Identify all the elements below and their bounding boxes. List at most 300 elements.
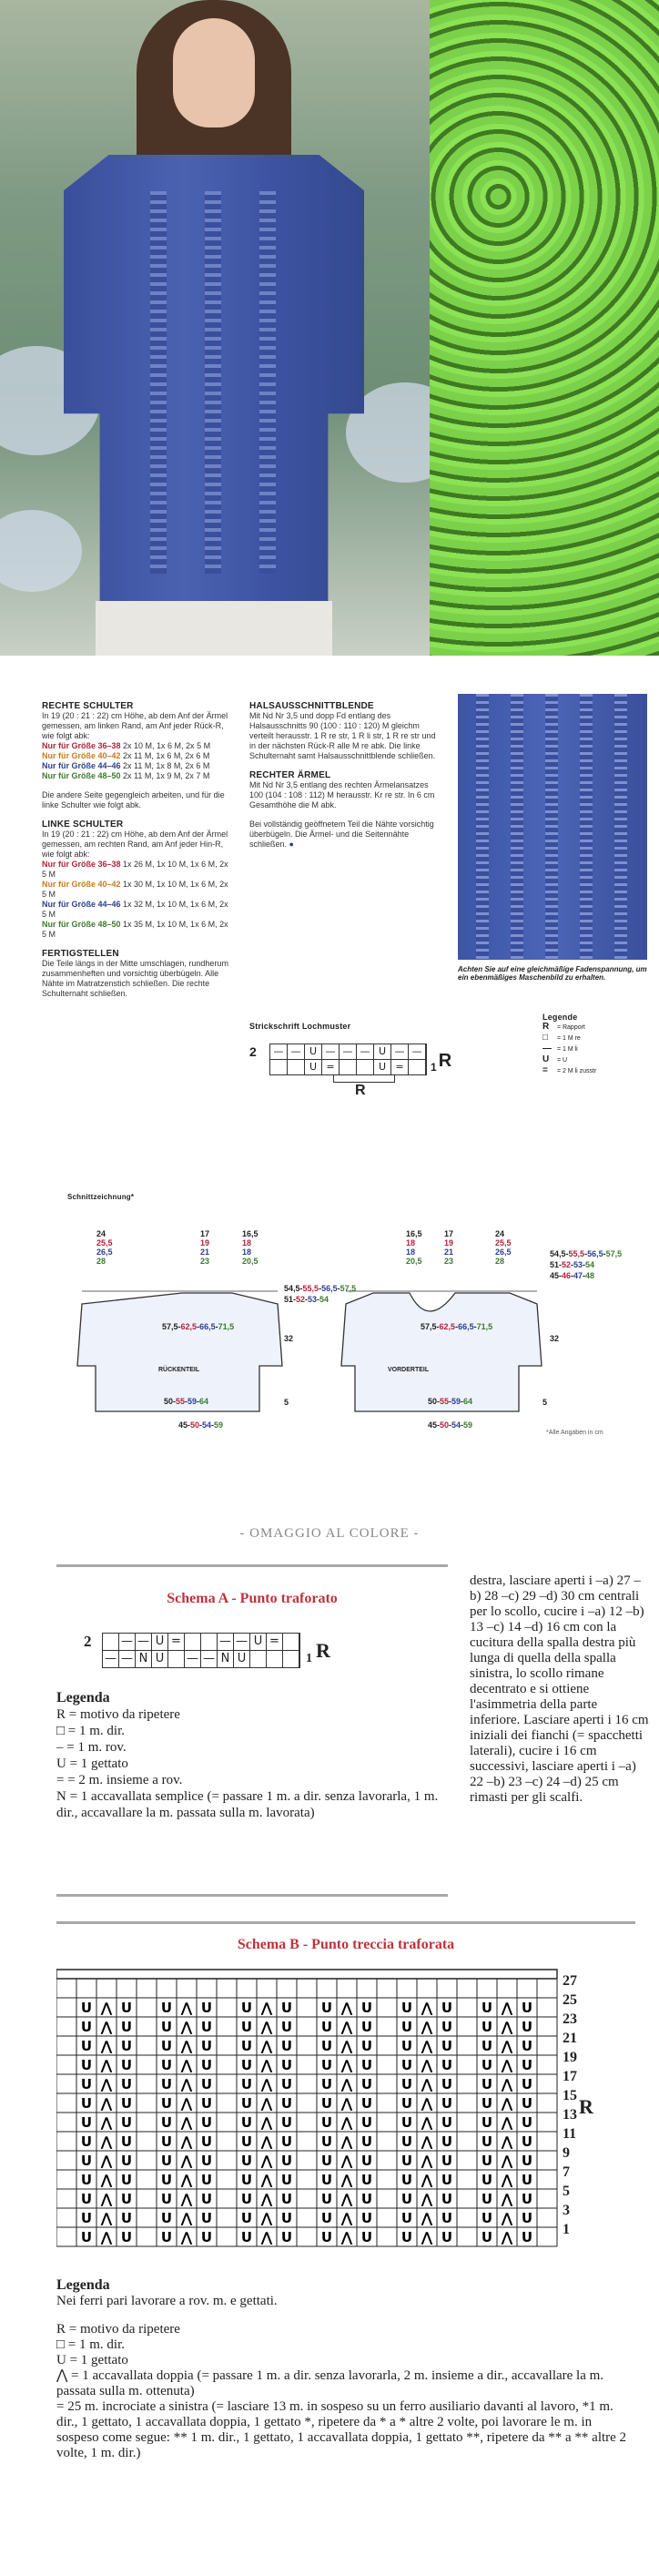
front-right-dim: 54,5-55,5-56,5-57,5 xyxy=(550,1249,623,1258)
chart-title: Strickschrift Lochmuster xyxy=(249,1022,351,1031)
chart-cell: ⋀ xyxy=(260,2191,273,2207)
legende-item xyxy=(542,1022,643,1033)
sizes-rechte-schulter xyxy=(42,741,233,781)
dim-value: 53 xyxy=(308,1295,318,1304)
chart-cell: U xyxy=(80,2229,93,2245)
schema-a-row-2 xyxy=(102,1633,300,1651)
chart-cell: U xyxy=(240,2057,253,2073)
cable-cross-symbol xyxy=(56,1970,557,1979)
chart-cell: U xyxy=(120,2153,133,2169)
chart-cell: U xyxy=(521,2057,533,2073)
chart-cell: U xyxy=(521,2229,533,2245)
chart-cell: ⋀ xyxy=(100,2172,113,2188)
size-label: Nur für Größe 48–50 xyxy=(42,920,121,929)
row-label-1: 1 xyxy=(431,1061,437,1074)
dim-value: 59 xyxy=(463,1420,473,1430)
chart-cell: ⋀ xyxy=(340,2133,353,2150)
chart-cell: U xyxy=(441,2057,453,2073)
chart-cell: U xyxy=(360,2019,373,2035)
schema-b-title: Schema B - Punto treccia traforata xyxy=(237,1937,455,1952)
front-right-dim-3: 45-46-47-48 xyxy=(550,1271,595,1280)
size-line xyxy=(42,900,233,920)
chart-cell: U xyxy=(374,1044,391,1059)
chart-cell: U xyxy=(481,2000,493,2016)
chart-cell: U xyxy=(160,2114,173,2131)
chart-cell: U xyxy=(240,2076,253,2092)
dim-value: 54 xyxy=(319,1295,330,1304)
front-col-1 xyxy=(406,1229,422,1266)
chart-cell: U xyxy=(200,2000,213,2016)
chart-cell: N xyxy=(136,1651,152,1667)
chart-cell: — xyxy=(234,1634,250,1650)
dim-value: 17 xyxy=(200,1229,210,1238)
chart-cell: — xyxy=(119,1651,136,1667)
chart-cell: U xyxy=(200,2114,213,2131)
chart-cell: ⋀ xyxy=(421,2133,433,2150)
row-label: 11 xyxy=(563,2126,577,2142)
dim-value: 28 xyxy=(495,1257,505,1266)
chart-cell: U xyxy=(280,2019,293,2035)
size-label: Nur für Größe 40–42 xyxy=(42,751,121,760)
chart-cell: U xyxy=(481,2076,493,2092)
heading-halsausschnitt: HALSAUSSCHNITTBLENDE xyxy=(249,701,374,711)
chart-cell: U xyxy=(120,2172,133,2188)
chart-cell: — xyxy=(185,1651,201,1667)
text-fertigstellen: Die Teile längs in der Mitte umschlagen, rundherum zusammenheften und vorsichtig überbügeln. Alle Nähte im Matratzenstich schließen. Die rechte Schulternaht schließen. xyxy=(42,959,228,998)
chart-cell: U xyxy=(320,2057,333,2073)
legend-item: ⋀ = 1 accavallata doppia (= passare 1 m. a dir. senza lavorarla, 2 m. insieme a dir., accavallare la m. passata sulla m. ottenuta) xyxy=(56,2368,604,2398)
chart-cell: U xyxy=(481,2019,493,2035)
legende-text: = Rapport xyxy=(555,1024,585,1031)
chart-cell: U xyxy=(441,2076,453,2092)
legend-item: – = 1 m. rov. xyxy=(56,1740,127,1755)
chart-cell: U xyxy=(234,1651,250,1667)
sizes-linke-schulter xyxy=(42,860,233,940)
size-text: 1x 32 M, 1x 10 M, 1x 6 M, 2x 5 M xyxy=(42,900,228,919)
dim-value: 23 xyxy=(444,1257,454,1266)
chart-cell: — xyxy=(218,1634,234,1650)
legend-item: U = 1 gettato xyxy=(56,1756,128,1771)
size-line xyxy=(42,880,233,900)
chart-cell: U xyxy=(120,2057,133,2073)
size-label: Nur für Größe 44–46 xyxy=(42,761,121,770)
chart-cell: U xyxy=(400,2076,413,2092)
row-label: 13 xyxy=(563,2107,577,2123)
strickschrift-chart xyxy=(249,1044,451,1099)
yarn-detail-photo xyxy=(430,0,659,656)
front-width-outer: 45-50-54-59 xyxy=(428,1420,473,1430)
legende-title: Legende xyxy=(542,1013,578,1022)
chart-cell: ⋀ xyxy=(421,2172,433,2188)
heading-rechter-aermel: RECHTER ÄRMEL xyxy=(249,770,331,780)
back-col-2 xyxy=(200,1229,209,1266)
chart-cell: U xyxy=(374,1060,391,1074)
chart-cell: U xyxy=(160,2229,173,2245)
size-line xyxy=(42,761,233,771)
chart-cell: U xyxy=(240,2210,253,2226)
chart-cell: U xyxy=(152,1634,168,1650)
dim-value: 48 xyxy=(585,1271,595,1280)
chart-cell: U xyxy=(280,2172,293,2188)
chart-cell: U xyxy=(521,2019,533,2035)
chart-cell: U xyxy=(240,2095,253,2112)
chart-cell: U xyxy=(320,2095,333,2112)
chart-cell xyxy=(409,1060,426,1074)
row-label: 25 xyxy=(563,1992,577,2008)
chart-cell: U xyxy=(481,2229,493,2245)
size-label: Nur für Größe 40–42 xyxy=(42,880,121,889)
legende-items xyxy=(542,1022,643,1076)
chart-cell: ⋀ xyxy=(180,2153,193,2169)
chart-cell: ⋀ xyxy=(501,2038,513,2054)
chart-cell: ⋀ xyxy=(340,2210,353,2226)
chart-cell: U xyxy=(120,2000,133,2016)
chart-cell: ⋀ xyxy=(340,2000,353,2016)
chart-cell: ⋀ xyxy=(180,2095,193,2112)
chart-cell: — xyxy=(391,1044,409,1059)
chart-cell: U xyxy=(400,2133,413,2150)
legend-item: = = 2 m. insieme a rov. xyxy=(56,1773,183,1787)
chart-cell: ⋀ xyxy=(100,2076,113,2092)
chart-cell: U xyxy=(200,2153,213,2169)
chart-cell: U xyxy=(305,1060,322,1074)
dim-value: 45 xyxy=(428,1420,438,1430)
row-label-1: 1 xyxy=(306,1652,312,1665)
back-height: 32 xyxy=(284,1334,294,1343)
back-col-3 xyxy=(242,1229,259,1266)
chart-cell: ⋀ xyxy=(100,2114,113,2131)
size-label: Nur für Größe 36–38 xyxy=(42,860,121,869)
chart-cell: ⋀ xyxy=(100,2153,113,2169)
chart-cell: U xyxy=(400,2038,413,2054)
chart-cell: U xyxy=(200,2210,213,2226)
dim-value: 17 xyxy=(444,1229,454,1238)
legende-text: = 2 M li zusstr xyxy=(555,1068,597,1074)
chart-cell: — xyxy=(288,1044,305,1059)
dim-value: 18 xyxy=(406,1247,416,1257)
chart-cell: U xyxy=(305,1044,322,1059)
schema-b-legend-title: Legenda xyxy=(56,2277,110,2293)
back-right-dim: 54,5-55,5-56,5-57,5 xyxy=(284,1284,357,1293)
chart-cell: U xyxy=(400,2210,413,2226)
chart-cell: ⋀ xyxy=(100,2210,113,2226)
chart-cell: U xyxy=(360,2210,373,2226)
size-text: 2x 11 M, 1x 6 M, 2x 6 M xyxy=(120,751,210,760)
chart-cell: U xyxy=(152,1651,168,1667)
chart-cell: U xyxy=(441,2000,453,2016)
schema-a-chart xyxy=(84,1633,448,1668)
chart-cell: U xyxy=(400,2114,413,2131)
dim-value: 59 xyxy=(188,1397,198,1406)
chart-cell: — xyxy=(322,1044,340,1059)
text-linke-schulter: In 19 (20 : 21 : 22) cm Höhe, ab dem Anf der Ärmel gemessen, am rechten Rand, am Anf jeder Hin-R, wie folgt abk: xyxy=(42,830,228,859)
omaggio-heading: - OMAGGIO AL COLORE - xyxy=(239,1526,420,1541)
italian-body-text: destra, lasciare aperti i –a) 27 –b) 28 –c) 29 –d) 30 cm centrali per lo scollo, cucire i –a) 12 –b) 13 –c) 14 –d) 16 cm con la cucitura della spalla destra più lunga di quella della spalla sinistra, lo scollo rimane decentrato e si ottiene l'asimmetria della parte inferiore. Lasciare aperti i 16 cm iniziali dei fianchi (= spacchetti laterali), cucire i 16 cm successivi, lasciare aperti i –a) 22 –b) 23 –c) 24 –d) 25 cm rimasti per gli scalfi. xyxy=(470,1573,649,1805)
chart-cell: = xyxy=(168,1634,185,1650)
chart-cell: U xyxy=(240,2153,253,2169)
chart-cell: U xyxy=(160,2172,173,2188)
chart-cell: U xyxy=(280,2133,293,2150)
chart-cell: ⋀ xyxy=(180,2076,193,2092)
dim-value: 71,5 xyxy=(476,1322,493,1331)
chart-cell: U xyxy=(360,2076,373,2092)
chart-cell: U xyxy=(200,2076,213,2092)
row-label: 7 xyxy=(563,2164,570,2180)
dim-value: 55,5 xyxy=(302,1284,319,1293)
chart-cell: U xyxy=(320,2172,333,2188)
chart-cell: U xyxy=(200,2172,213,2188)
legend-item: = 25 m. incrociate a sinistra (= lasciare 13 m. in sospeso su un ferro ausiliario davanti al lavoro, *1 m. dir., 1 gettato, 1 accavallata doppia, 1 gettato *, ripetere da * a * altre 2 volte, poi lavorare le m. in sospeso come segue: ** 1 m. dir., 1 gettato, 1 accavallata doppia, 1 gettato **, ripetere da ** a ** altre 2 volte, 1 m. dir.) xyxy=(56,2399,627,2460)
chart-cell xyxy=(283,1634,299,1650)
chart-cell: U xyxy=(200,2229,213,2245)
dim-value: 23 xyxy=(200,1257,210,1266)
schema-b-grid xyxy=(56,1968,557,2245)
chart-cell: U xyxy=(160,2095,173,2112)
chart-cell: U xyxy=(200,2095,213,2112)
dim-value: 71,5 xyxy=(218,1322,235,1331)
dim-value: 20,5 xyxy=(406,1257,422,1266)
chart-cell: U xyxy=(120,2114,133,2131)
chart-cell: ⋀ xyxy=(340,2038,353,2054)
chart-cell: U xyxy=(320,2000,333,2016)
back-col-1 xyxy=(96,1229,113,1266)
chart-cell: ⋀ xyxy=(180,2000,193,2016)
chart-cell: — xyxy=(409,1044,426,1059)
chart-cell: N xyxy=(218,1651,234,1667)
legende-symbol: R xyxy=(542,1022,550,1032)
back-width-bottom: 50-55-59-64 xyxy=(164,1397,209,1406)
dim-value: 50 xyxy=(440,1420,450,1430)
schema-b-svg xyxy=(56,1968,559,2248)
schema-b-chart xyxy=(56,1968,635,2245)
chart-cell: ⋀ xyxy=(421,2057,433,2073)
chart-cell: ⋀ xyxy=(260,2153,273,2169)
chart-cell: ⋀ xyxy=(180,2057,193,2073)
schema-a-row-1 xyxy=(102,1650,300,1668)
legend-item: □ = 1 m. dir. xyxy=(56,2337,126,2352)
chart-cell xyxy=(201,1634,218,1650)
row-label: 5 xyxy=(563,2184,570,2199)
chart-cell: ⋀ xyxy=(340,2172,353,2188)
chart-cell xyxy=(340,1060,357,1074)
chart-cell: ⋀ xyxy=(340,2076,353,2092)
chart-cell: U xyxy=(280,2191,293,2207)
swatch-caption: Achten Sie auf eine gleichmäßige Fadenspannung, um ein ebenmäßiges Maschenbild zu erhalten. xyxy=(458,965,647,982)
row-label-2: 2 xyxy=(84,1633,92,1650)
dim-value: 56,5 xyxy=(321,1284,338,1293)
schnitt-footnote: *Alle Angaben in cm xyxy=(546,1430,603,1436)
chart-cell: U xyxy=(400,2057,413,2073)
chart-cell: U xyxy=(320,2114,333,2131)
chart-cell: U xyxy=(400,2095,413,2112)
dim-value: 16,5 xyxy=(406,1229,422,1238)
chart-cell: U xyxy=(280,2057,293,2073)
dim-value: 50 xyxy=(428,1397,438,1406)
chart-cell: ⋀ xyxy=(340,2114,353,2131)
dim-value: 52 xyxy=(296,1295,306,1304)
chart-cell: ⋀ xyxy=(100,2057,113,2073)
schema-a-legend xyxy=(56,1706,448,1821)
schema-a-title: Schema A - Punto traforato xyxy=(167,1591,338,1606)
back-width-outer: 45-50-54-59 xyxy=(178,1420,224,1430)
dim-value: 59 xyxy=(214,1420,224,1430)
chart-cell: U xyxy=(360,2000,373,2016)
dim-value: 24 xyxy=(96,1229,106,1238)
chart-cell: ⋀ xyxy=(421,2095,433,2112)
dim-value: 18 xyxy=(242,1238,252,1247)
chart-cell: U xyxy=(280,2000,293,2016)
chart-cell: U xyxy=(240,2114,253,2131)
chart-cell: ⋀ xyxy=(260,2095,273,2112)
chart-cell: ⋀ xyxy=(340,2229,353,2245)
size-label: Nur für Größe 44–46 xyxy=(42,900,121,909)
chart-cell: ⋀ xyxy=(180,2210,193,2226)
dim-value: 55 xyxy=(176,1397,186,1406)
legende-item xyxy=(542,1033,643,1044)
chart-cell: U xyxy=(80,2095,93,2112)
back-right-dim-2: 51-52-53-54 xyxy=(284,1295,330,1304)
chart-row-2 xyxy=(269,1044,427,1060)
chart-cell: ⋀ xyxy=(501,2057,513,2073)
chart-cell: U xyxy=(120,2076,133,2092)
legende-text: = U xyxy=(555,1057,568,1064)
dim-value: 57,5 xyxy=(340,1284,357,1293)
chart-cell: U xyxy=(441,2038,453,2054)
heading-rechte-schulter: RECHTE SCHULTER xyxy=(42,701,134,711)
dim-value: 57,5 xyxy=(421,1322,437,1331)
chart-cell: ⋀ xyxy=(421,2019,433,2035)
chart-cell: U xyxy=(320,2210,333,2226)
dim-value: 24 xyxy=(495,1229,505,1238)
dim-value: 54,5 xyxy=(550,1249,566,1258)
chart-cell: U xyxy=(400,2229,413,2245)
chart-cell xyxy=(357,1060,374,1074)
chart-cell: U xyxy=(481,2191,493,2207)
chart-cell: — xyxy=(340,1044,357,1059)
model-photo xyxy=(0,0,430,656)
chart-cell: U xyxy=(120,2229,133,2245)
chart-cell: U xyxy=(360,2153,373,2169)
chart-cell: U xyxy=(80,2019,93,2035)
dim-value: 25,5 xyxy=(96,1238,113,1247)
heading-fertigstellen: FERTIGSTELLEN xyxy=(42,949,119,959)
text-rechte-schulter: In 19 (20 : 21 : 22) cm Höhe, ab dem Anf der Ärmel gemessen, am linken Rand, am Anf jeder Rück-R, wie folgt abk: xyxy=(42,711,228,740)
chart-cell xyxy=(103,1634,119,1650)
chart-cell: U xyxy=(160,2153,173,2169)
chart-cell: — xyxy=(201,1651,218,1667)
legend-item: □ = 1 m. dir. xyxy=(56,1724,126,1738)
chart-cell: ⋀ xyxy=(100,2191,113,2207)
chart-cell: U xyxy=(240,2019,253,2035)
chart-cell: ⋀ xyxy=(421,2153,433,2169)
size-text: 1x 26 M, 1x 10 M, 1x 6 M, 2x 5 M xyxy=(42,860,228,879)
dim-value: 57,5 xyxy=(162,1322,178,1331)
chart-cell: ⋀ xyxy=(180,2114,193,2131)
chart-cell: U xyxy=(240,2038,253,2054)
chart-cell: ⋀ xyxy=(340,2095,353,2112)
chart-cell: ⋀ xyxy=(421,2038,433,2054)
size-line xyxy=(42,860,233,880)
schema-b-legend xyxy=(56,2322,635,2461)
dim-value: 52 xyxy=(562,1260,572,1269)
chart-cell: U xyxy=(521,2210,533,2226)
chart-cell: ⋀ xyxy=(501,2229,513,2245)
chart-cell: ⋀ xyxy=(180,2019,193,2035)
chart-cell: ⋀ xyxy=(501,2019,513,2035)
chart-cell: ⋀ xyxy=(421,2210,433,2226)
chart-cell: U xyxy=(160,2076,173,2092)
chart-cell: ⋀ xyxy=(501,2000,513,2016)
rapport-mark: R xyxy=(579,2095,593,2118)
chart-cell: ⋀ xyxy=(501,2172,513,2188)
chart-cell: U xyxy=(481,2172,493,2188)
chart-cell: U xyxy=(360,2229,373,2245)
schema-b-row-labels xyxy=(563,1971,577,2241)
chart-cell: U xyxy=(160,2057,173,2073)
legend-item: R = motivo da ripetere xyxy=(56,1707,180,1722)
dim-value: 56,5 xyxy=(587,1249,603,1258)
chart-cell: U xyxy=(360,2038,373,2054)
chart-cell: U xyxy=(360,2057,373,2073)
chart-cell: ⋀ xyxy=(260,2133,273,2150)
schema-a-box xyxy=(56,1564,448,1897)
chart-cell: U xyxy=(160,2133,173,2150)
legende-symbol: = xyxy=(542,1065,548,1075)
chart-cell: ⋀ xyxy=(421,2229,433,2245)
chart-cell: ⋀ xyxy=(421,2076,433,2092)
schnitt-title: Schnittzeichnung* xyxy=(67,1193,135,1201)
chart-cell: U xyxy=(360,2133,373,2150)
dim-value: 28 xyxy=(96,1257,106,1266)
size-label: Nur für Größe 36–38 xyxy=(42,741,121,750)
row-label: 23 xyxy=(563,2011,577,2027)
chart-cell: = xyxy=(391,1060,409,1074)
dim-value: 55,5 xyxy=(568,1249,585,1258)
chart-cell: ⋀ xyxy=(501,2076,513,2092)
chart-cell: ⋀ xyxy=(260,2172,273,2188)
chart-cell: U xyxy=(320,2153,333,2169)
dim-value: 54 xyxy=(202,1420,212,1430)
dim-value: 16,5 xyxy=(242,1229,259,1238)
chart-cell: U xyxy=(80,2076,93,2092)
legend-item: N = 1 accavallata semplice (= passare 1 m. a dir. senza lavorarla, 1 m. dir., accavallare la m. passata sulla m. lavorata) xyxy=(56,1789,439,1820)
chart-cell: U xyxy=(200,2038,213,2054)
front-width-mid: 57,5-62,5-66,5-71,5 xyxy=(421,1322,493,1331)
dim-value: 19 xyxy=(200,1238,210,1247)
chart-cell: ⋀ xyxy=(340,2153,353,2169)
chart-cell: U xyxy=(441,2229,453,2245)
chart-cell: U xyxy=(240,2133,253,2150)
legende-text: = 1 M re xyxy=(555,1035,581,1042)
chart-cell: U xyxy=(400,2172,413,2188)
chart-cell: ⋀ xyxy=(501,2210,513,2226)
chart-cell: ⋀ xyxy=(260,2057,273,2073)
chart-cell: ⋀ xyxy=(501,2153,513,2169)
size-text: 2x 10 M, 1x 6 M, 2x 5 M xyxy=(120,741,211,750)
chart-cell: ⋀ xyxy=(180,2172,193,2188)
chart-cell: U xyxy=(320,2229,333,2245)
size-text: 1x 35 M, 1x 10 M, 1x 6 M, 2x 5 M xyxy=(42,920,228,939)
chart-cell: = xyxy=(322,1060,340,1074)
back-small-h: 5 xyxy=(284,1398,289,1407)
front-label: VORDERTEIL xyxy=(388,1367,430,1373)
chart-cell: U xyxy=(320,2019,333,2035)
dim-value: 50 xyxy=(190,1420,200,1430)
chart-cell: U xyxy=(360,2172,373,2188)
row-label: 17 xyxy=(563,2069,577,2084)
chart-cell: U xyxy=(120,2191,133,2207)
chart-cell: U xyxy=(80,2153,93,2169)
